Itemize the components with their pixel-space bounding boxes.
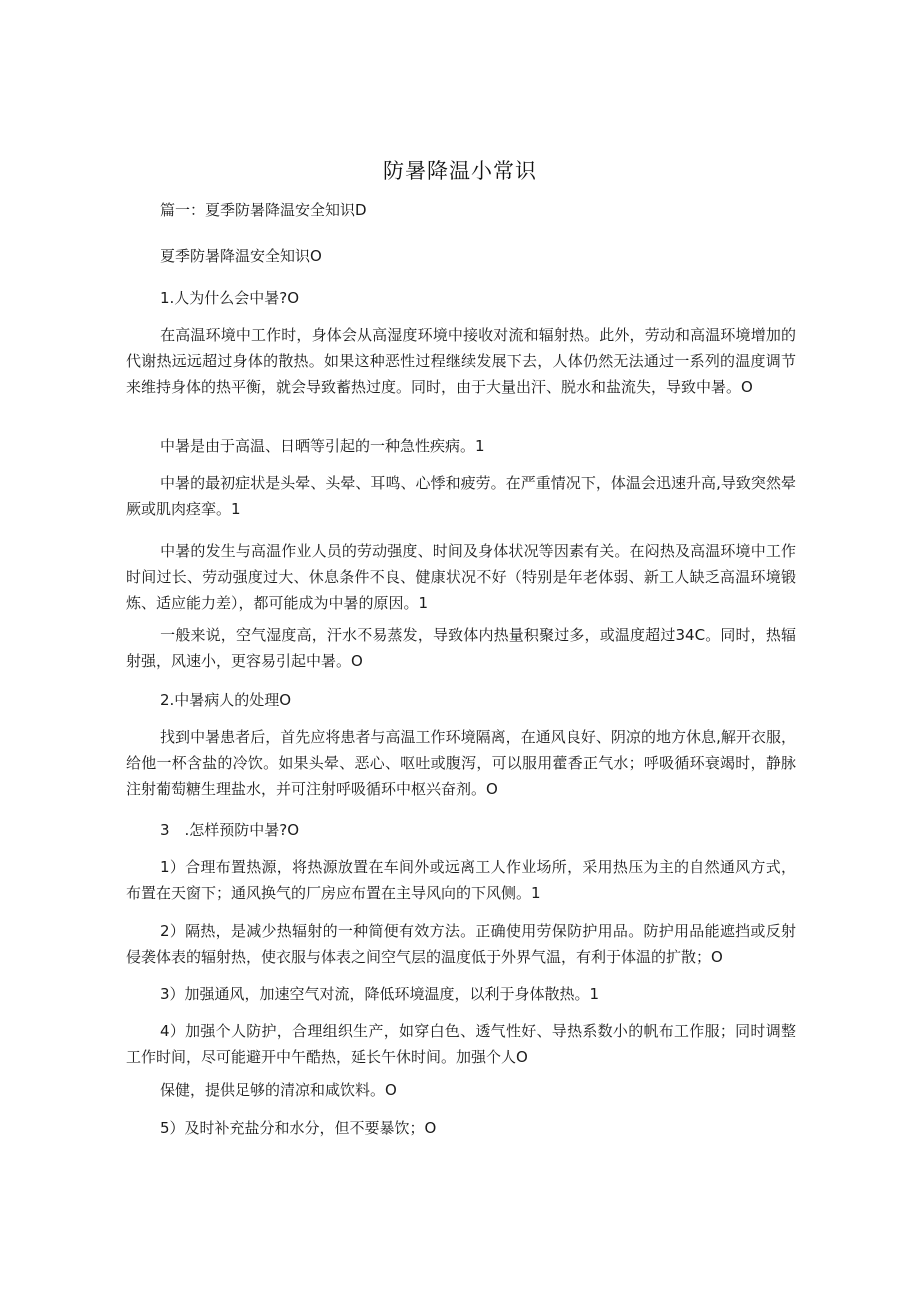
part-heading: 篇一：夏季防暑降温安全知识D xyxy=(160,201,367,219)
document-title: 防暑降温小常识 xyxy=(383,159,537,183)
question-heading-2: 2.中暑病人的处理O xyxy=(160,691,292,709)
paragraph-humidity-text: 一般来说，空气湿度高，汗水不易蒸发，导致体内热量积聚过多，或温度超过34C。同时，热辐射强，风速小，更容易引起中暑。O xyxy=(126,626,796,670)
paragraph-symptoms xyxy=(126,470,796,522)
measure-4-continued: 保健，提供足够的清凉和咸饮料。O xyxy=(160,1081,397,1099)
measure-2 xyxy=(126,918,796,970)
section-subtitle: 夏季防暑降温安全知识O xyxy=(160,247,322,265)
paragraph-cause xyxy=(126,322,796,400)
measure-3: 3）加强通风，加速空气对流，降低环境温度，以利于身体散热。1 xyxy=(160,985,600,1003)
measure-4-text: 4）加强个人防护，合理组织生产，如穿白色、透气性好、导热系数小的帆布工作服；同时调整工作时间，尽可能避开中午酷热，延长午休时间。加强个人O xyxy=(126,1022,796,1066)
paragraph-symptoms-text: 中暑的最初症状是头晕、头晕、耳鸣、心悸和疲劳。在严重情况下，体温会迅速升高,导致突然晕厥或肌肉痉挛。1 xyxy=(126,474,796,518)
measure-1 xyxy=(126,854,796,906)
paragraph-factors-text: 中暑的发生与高温作业人员的劳动强度、时间及身体状况等因素有关。在闷热及高温环境中工作时间过长、劳动强度过大、休息条件不良、健康状况不好（特别是年老体弱、新工人缺乏高温环境锻炼、适应能力差），都可能成为中暑的原因。1 xyxy=(126,542,796,612)
measure-4 xyxy=(126,1018,796,1070)
paragraph-definition: 中暑是由于高温、日晒等引起的一种急性疾病。1 xyxy=(160,437,485,455)
paragraph-treatment-text: 找到中暑患者后，首先应将患者与高温工作环境隔离，在通风良好、阴凉的地方休息,解开衣服，给他一杯含盐的冷饮。如果头晕、恶心、呕吐或腹泻，可以服用藿香正气水；呼吸循环衰竭时，静脉注射葡萄糖生理盐水，并可注射呼吸循环中枢兴奋剂。O xyxy=(126,728,796,798)
paragraph-cause-text: 在高温环境中工作时，身体会从高湿度环境中接收对流和辐射热。此外，劳动和高温环境增加的代谢热远远超过身体的散热。如果这种恶性过程继续发展下去，人体仍然无法通过一系列的温度调节来维持身体的热平衡，就会导致蓄热过度。同时，由于大量出汗、脱水和盐流失，导致中暑。O xyxy=(126,326,796,396)
measure-1-text: 1）合理布置热源，将热源放置在车间外或远离工人作业场所，采用热压为主的自然通风方式，布置在天窗下；通风换气的厂房应布置在主导风向的下风侧。1 xyxy=(126,858,796,902)
question-heading-3: 3 .怎样预防中暑?O xyxy=(160,821,300,839)
question-heading-1: 1.人为什么会中暑?O xyxy=(160,289,300,307)
measure-2-text: 2）隔热，是减少热辐射的一种简便有效方法。正确使用劳保防护用品。防护用品能遮挡或反射侵袭体表的辐射热，使衣服与体表之间空气层的温度低于外界气温，有利于体温的扩散；O xyxy=(126,922,796,966)
paragraph-factors xyxy=(126,538,796,616)
measure-5: 5）及时补充盐分和水分，但不要暴饮；O xyxy=(160,1119,437,1137)
paragraph-treatment xyxy=(126,724,796,802)
paragraph-humidity xyxy=(126,622,796,674)
